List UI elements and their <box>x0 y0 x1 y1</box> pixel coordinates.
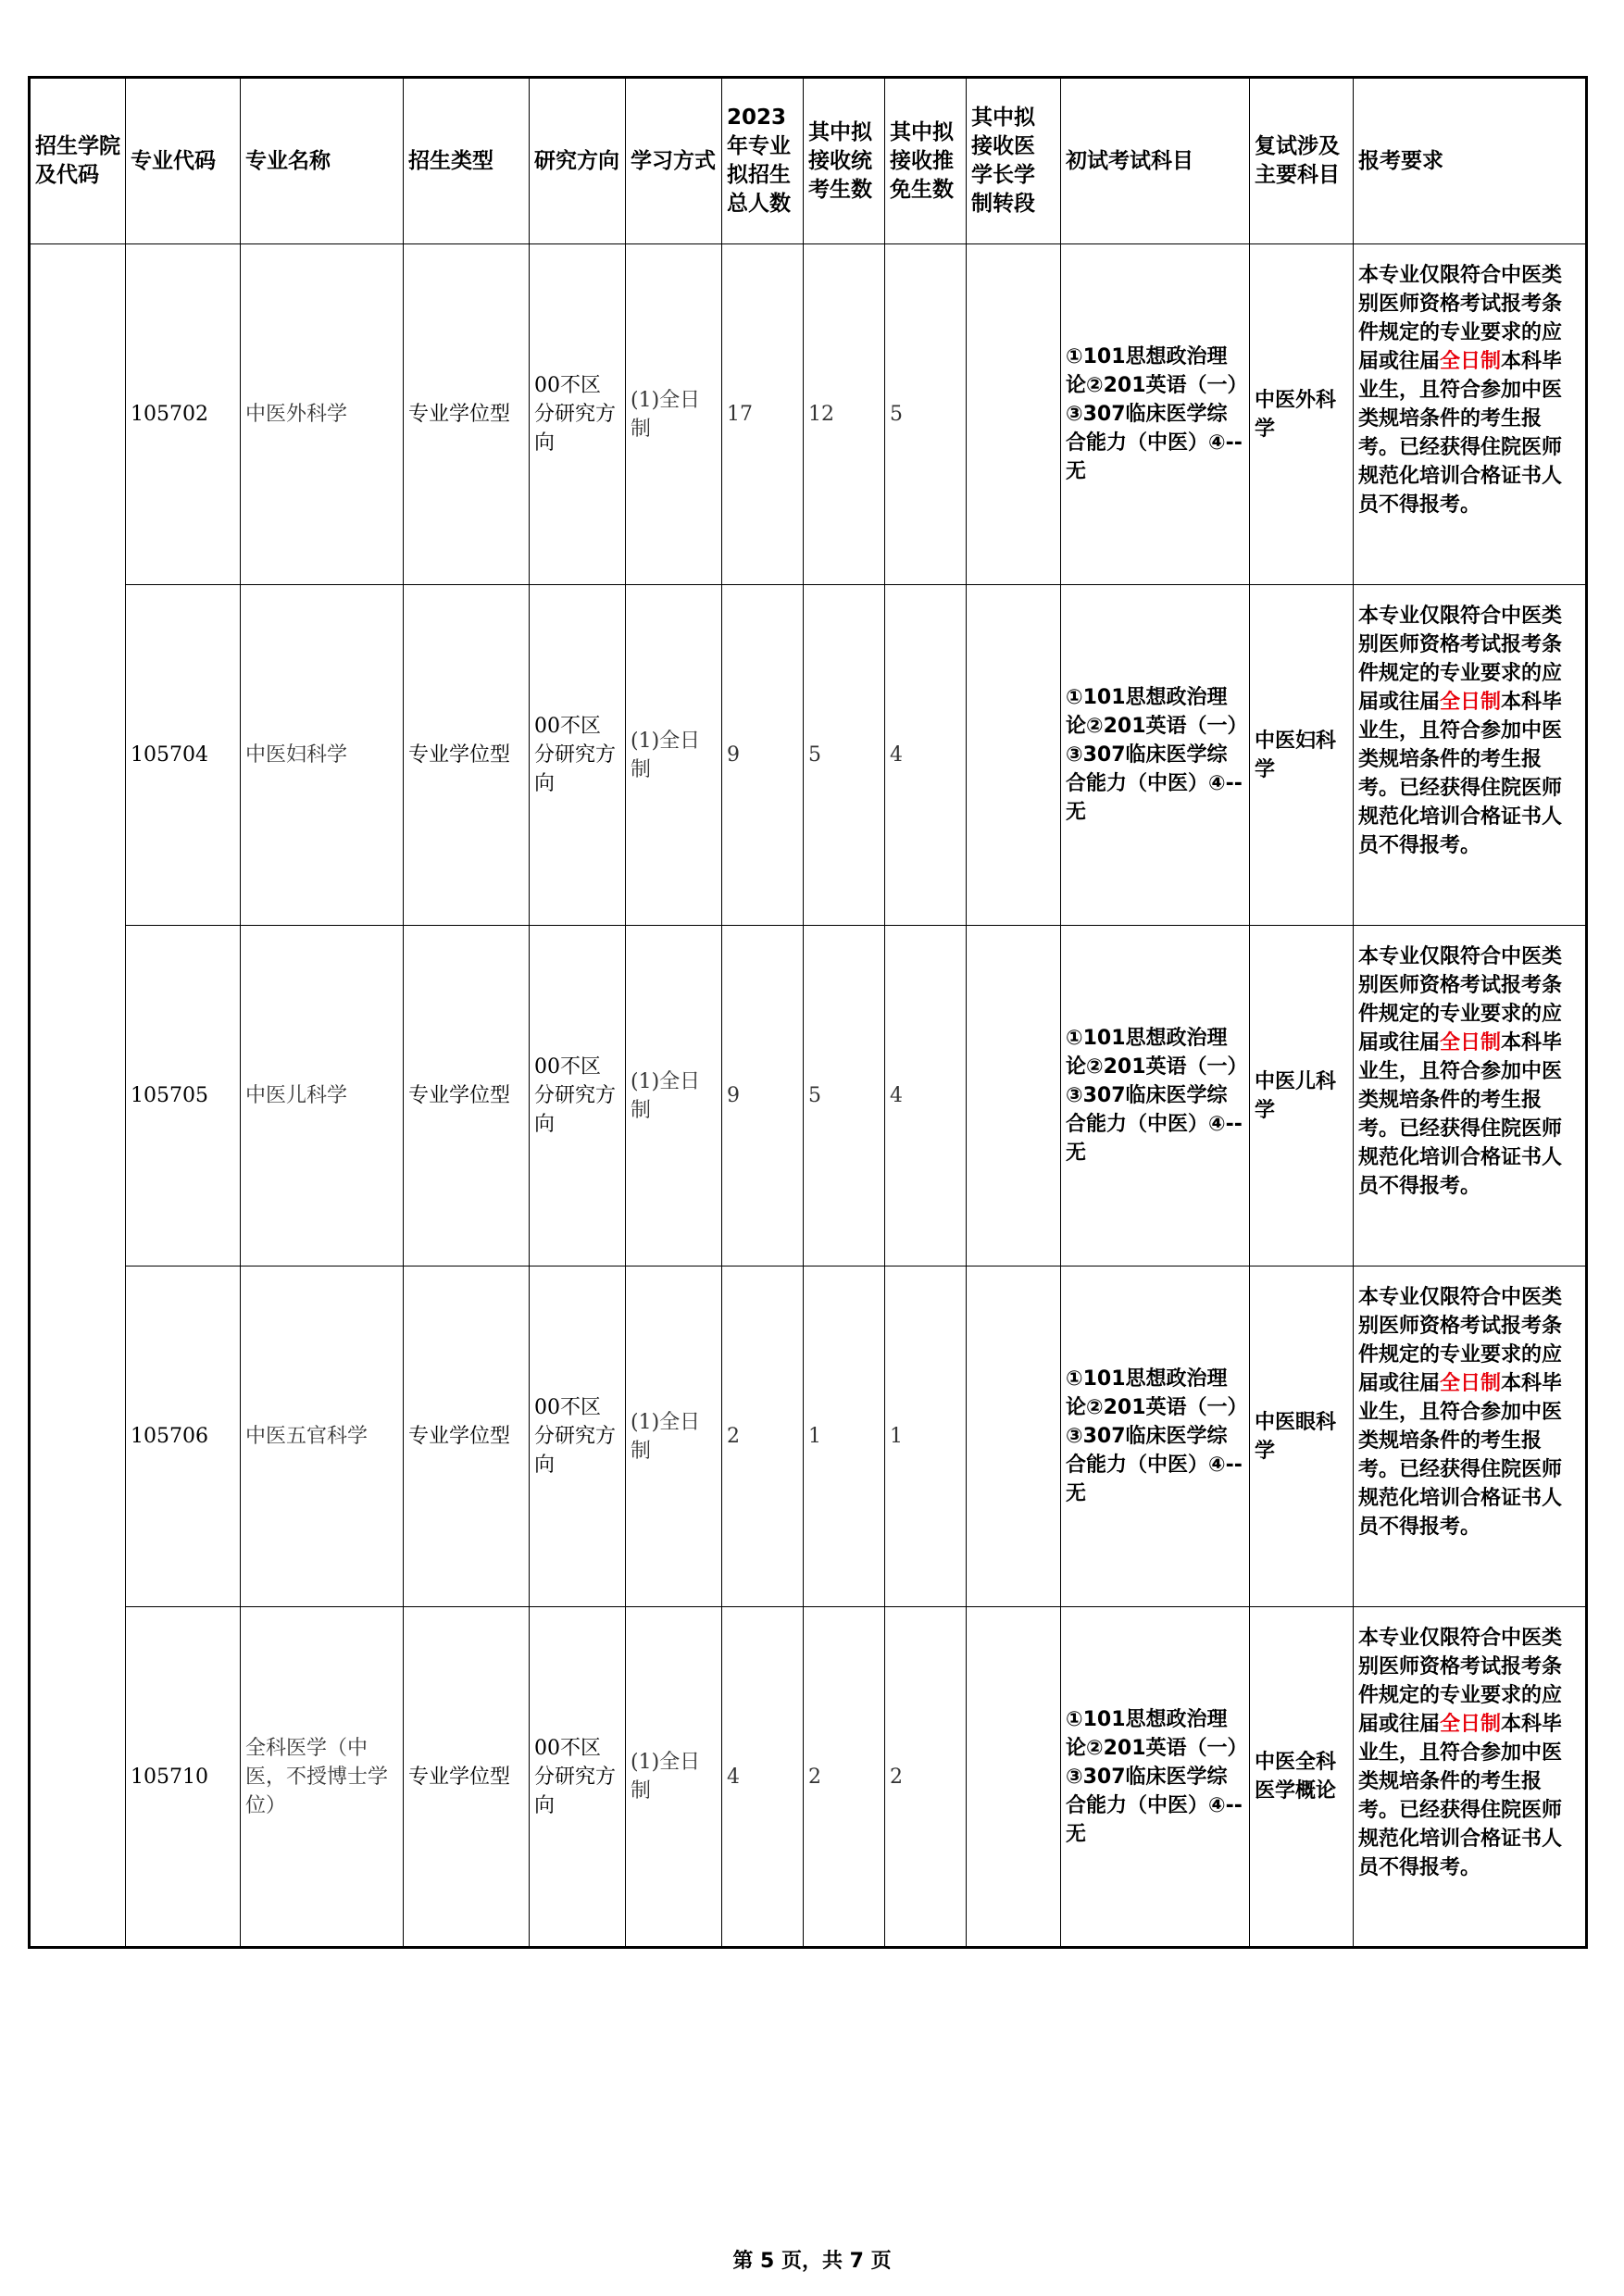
unified-count: 2 <box>804 1607 885 1948</box>
research-direction: 00不区分研究方向 <box>530 244 626 585</box>
exam-subjects: ①101思想政治理论②201英语（一）③307临床医学综合能力（中医）④--无 <box>1061 585 1250 926</box>
transfer-count <box>967 1267 1061 1607</box>
req-text-pre: 本专业仅限符合中医类别医师资格考试报考条件规定的专业要求的应届或往届 <box>1358 264 1563 373</box>
header-unified: 其中拟接收统考生数 <box>804 78 885 244</box>
req-text-pre: 本专业仅限符合中医类别医师资格考试报考条件规定的专业要求的应届或往届 <box>1358 1627 1563 1736</box>
research-direction: 00不区分研究方向 <box>530 1267 626 1607</box>
retest-subjects: 中医儿科学 <box>1250 926 1354 1267</box>
req-text-post: 本科毕业生，且符合参加中医类规培条件的考生报考。已经获得住院医师规范化培训合格证书人员不得报考。 <box>1358 1031 1563 1198</box>
header-retest: 复试涉及主要科目 <box>1250 78 1354 244</box>
exempt-count: 1 <box>885 1267 967 1607</box>
transfer-count <box>967 585 1061 926</box>
transfer-count <box>967 244 1061 585</box>
total-count: 4 <box>722 1607 804 1948</box>
enroll-type: 专业学位型 <box>404 926 530 1267</box>
req-text-post: 本科毕业生，且符合参加中医类规培条件的考生报考。已经获得住院医师规范化培训合格证书人员不得报考。 <box>1358 691 1563 857</box>
enroll-type: 专业学位型 <box>404 1607 530 1948</box>
transfer-count <box>967 1607 1061 1948</box>
unified-count: 5 <box>804 585 885 926</box>
total-count: 9 <box>722 585 804 926</box>
major-code: 105702 <box>126 244 241 585</box>
header-code: 专业代码 <box>126 78 241 244</box>
header-name: 专业名称 <box>241 78 404 244</box>
major-name: 全科医学（中医，不授博士学位） <box>241 1607 404 1948</box>
requirements <box>1354 926 1587 1267</box>
header-exam: 初试考试科目 <box>1061 78 1250 244</box>
exam-subjects: ①101思想政治理论②201英语（一）③307临床医学综合能力（中医）④--无 <box>1061 1607 1250 1948</box>
header-type: 招生类型 <box>404 78 530 244</box>
header-total: 2023年专业拟招生总人数 <box>722 78 804 244</box>
req-text-pre: 本专业仅限符合中医类别医师资格考试报考条件规定的专业要求的应届或往届 <box>1358 945 1563 1054</box>
req-text-pre: 本专业仅限符合中医类别医师资格考试报考条件规定的专业要求的应届或往届 <box>1358 605 1563 714</box>
req-text-highlight: 全日制 <box>1440 1713 1502 1736</box>
major-code: 105705 <box>126 926 241 1267</box>
retest-subjects: 中医妇科学 <box>1250 585 1354 926</box>
exam-subjects: ①101思想政治理论②201英语（一）③307临床医学综合能力（中医）④--无 <box>1061 1267 1250 1607</box>
req-text-pre: 本专业仅限符合中医类别医师资格考试报考条件规定的专业要求的应届或往届 <box>1358 1286 1563 1395</box>
requirements <box>1354 244 1587 585</box>
study-mode: (1)全日制 <box>626 926 722 1267</box>
enroll-type: 专业学位型 <box>404 585 530 926</box>
retest-subjects: 中医全科医学概论 <box>1250 1607 1354 1948</box>
transfer-count <box>967 926 1061 1267</box>
header-transfer: 其中拟接收医学长学制转段 <box>967 78 1061 244</box>
exempt-count: 2 <box>885 1607 967 1948</box>
unified-count: 1 <box>804 1267 885 1607</box>
header-direction: 研究方向 <box>530 78 626 244</box>
exam-subjects: ①101思想政治理论②201英语（一）③307临床医学综合能力（中医）④--无 <box>1061 244 1250 585</box>
study-mode: (1)全日制 <box>626 244 722 585</box>
major-code: 105704 <box>126 585 241 926</box>
major-name: 中医儿科学 <box>241 926 404 1267</box>
header-exempt: 其中拟接收推免生数 <box>885 78 967 244</box>
retest-subjects: 中医眼科学 <box>1250 1267 1354 1607</box>
req-text-highlight: 全日制 <box>1440 691 1502 714</box>
major-name: 中医五官科学 <box>241 1267 404 1607</box>
req-text-highlight: 全日制 <box>1440 1031 1502 1054</box>
exempt-count: 5 <box>885 244 967 585</box>
exempt-count: 4 <box>885 926 967 1267</box>
study-mode: (1)全日制 <box>626 1607 722 1948</box>
total-count: 9 <box>722 926 804 1267</box>
research-direction: 00不区分研究方向 <box>530 585 626 926</box>
unified-count: 5 <box>804 926 885 1267</box>
req-text-highlight: 全日制 <box>1440 1372 1502 1395</box>
study-mode: (1)全日制 <box>626 1267 722 1607</box>
table-row <box>30 1607 1587 1948</box>
major-code: 105710 <box>126 1607 241 1948</box>
requirements <box>1354 1267 1587 1607</box>
requirements <box>1354 1607 1587 1948</box>
research-direction: 00不区分研究方向 <box>530 926 626 1267</box>
exempt-count: 4 <box>885 585 967 926</box>
req-text-post: 本科毕业生，且符合参加中医类规培条件的考生报考。已经获得住院医师规范化培训合格证书人员不得报考。 <box>1358 1713 1563 1879</box>
table-row <box>30 1267 1587 1607</box>
study-mode: (1)全日制 <box>626 585 722 926</box>
req-text-highlight: 全日制 <box>1440 350 1502 373</box>
major-name: 中医外科学 <box>241 244 404 585</box>
table-row <box>30 585 1587 926</box>
major-code: 105706 <box>126 1267 241 1607</box>
req-text-post: 本科毕业生，且符合参加中医类规培条件的考生报考。已经获得住院医师规范化培训合格证书人员不得报考。 <box>1358 1372 1563 1539</box>
total-count: 17 <box>722 244 804 585</box>
header-college: 招生学院及代码 <box>30 78 126 244</box>
total-count: 2 <box>722 1267 804 1607</box>
major-name: 中医妇科学 <box>241 585 404 926</box>
table-row <box>30 244 1587 585</box>
header-row <box>30 78 1587 244</box>
unified-count: 12 <box>804 244 885 585</box>
header-req: 报考要求 <box>1354 78 1587 244</box>
requirements <box>1354 585 1587 926</box>
header-mode: 学习方式 <box>626 78 722 244</box>
table-row <box>30 926 1587 1267</box>
college-cell <box>30 244 126 1948</box>
research-direction: 00不区分研究方向 <box>530 1607 626 1948</box>
exam-subjects: ①101思想政治理论②201英语（一）③307临床医学综合能力（中医）④--无 <box>1061 926 1250 1267</box>
enroll-type: 专业学位型 <box>404 244 530 585</box>
enroll-type: 专业学位型 <box>404 1267 530 1607</box>
req-text-post: 本科毕业生，且符合参加中医类规培条件的考生报考。已经获得住院医师规范化培训合格证书人员不得报考。 <box>1358 350 1563 517</box>
retest-subjects: 中医外科学 <box>1250 244 1354 585</box>
page-footer: 第 5 页，共 7 页 <box>732 2250 892 2273</box>
admissions-table <box>28 76 1588 1949</box>
